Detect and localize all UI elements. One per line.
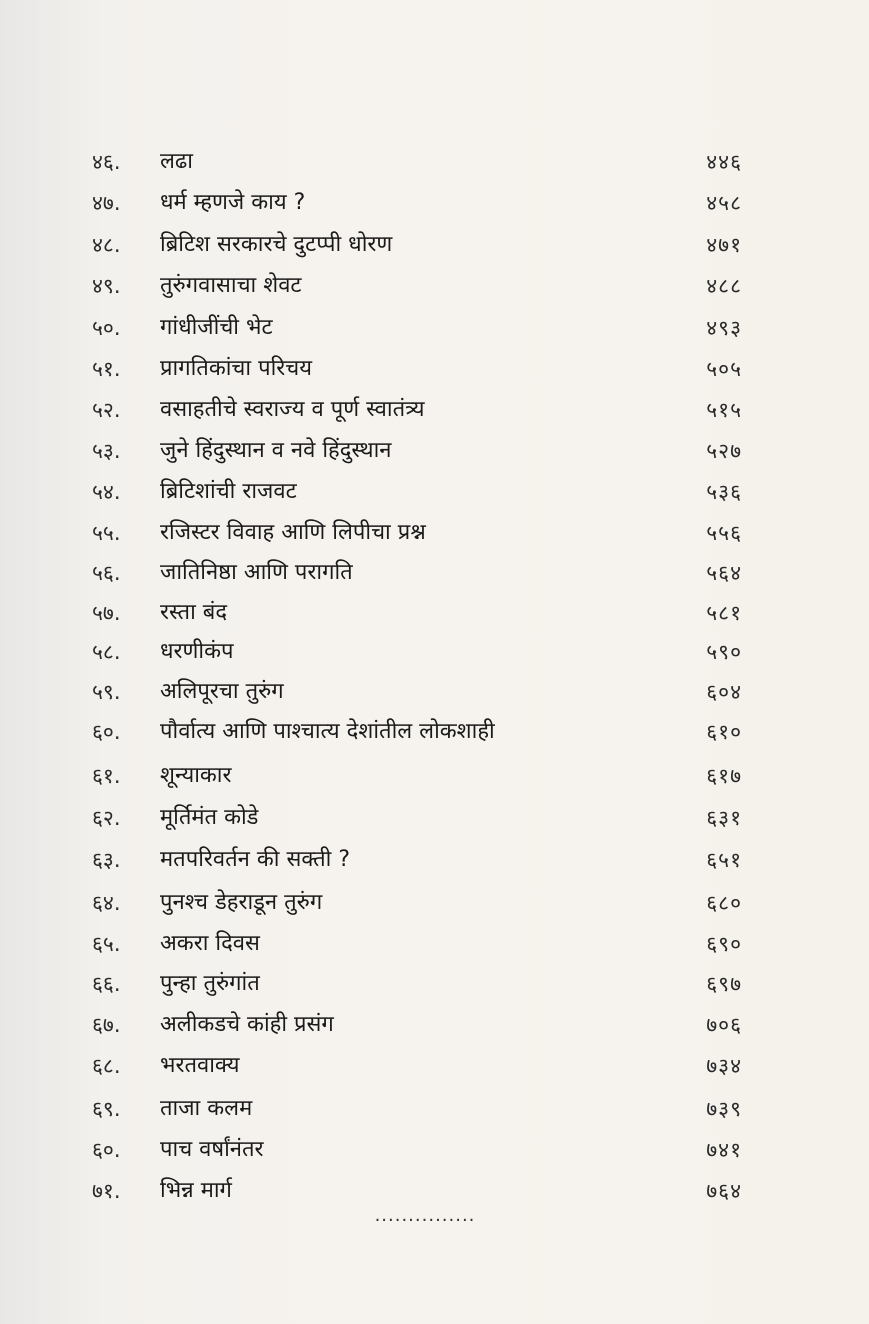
chapter-title: धर्म म्हणजे काय ? xyxy=(160,190,306,215)
page-number: ७६४ xyxy=(706,1179,742,1203)
chapter-title: ब्रिटिश सरकारचे दुटप्पी धोरण xyxy=(160,232,393,257)
chapter-title: धरणीकंप xyxy=(160,639,234,664)
chapter-number: ४७. xyxy=(92,191,121,215)
page-number: ४८८ xyxy=(706,274,742,298)
toc-entry xyxy=(0,554,869,592)
toc-entry xyxy=(0,391,869,429)
page-number: ७०६ xyxy=(706,1013,742,1037)
chapter-number: ६१. xyxy=(92,764,121,788)
page-number: ७४१ xyxy=(706,1138,742,1162)
page-number: ४७१ xyxy=(706,233,742,257)
page-number: ७३४ xyxy=(706,1054,742,1078)
chapter-number: ६७. xyxy=(92,1013,121,1037)
page-number: ५०५ xyxy=(706,357,742,381)
chapter-number: ६८. xyxy=(92,1054,121,1078)
chapter-title: जुने हिंदुस्थान व नवे हिंदुस्थान xyxy=(160,438,392,463)
page-number: ६१७ xyxy=(706,764,742,788)
chapter-number: ६५. xyxy=(92,932,121,956)
page-number: ६८० xyxy=(706,891,742,915)
chapter-number: ५७. xyxy=(92,601,121,625)
toc-entry xyxy=(0,673,869,711)
chapter-title: लढा xyxy=(160,149,194,174)
chapter-number: ६३. xyxy=(92,848,121,872)
toc-entry xyxy=(0,799,869,837)
page-number: ६१० xyxy=(706,720,742,744)
page-number: ६९७ xyxy=(706,972,742,996)
toc-entry xyxy=(0,594,869,632)
chapter-title: पौर्वात्य आणि पाश्चात्य देशांतील लोकशाही xyxy=(160,719,495,744)
page-number: ६३१ xyxy=(706,806,742,830)
toc-entry xyxy=(0,226,869,264)
toc-entry xyxy=(0,884,869,922)
chapter-title: अकरा दिवस xyxy=(160,931,260,956)
toc-entry xyxy=(0,841,869,879)
chapter-title: प्रागतिकांचा परिचय xyxy=(160,356,313,381)
chapter-number: ५४. xyxy=(92,480,121,504)
page-number: ६९० xyxy=(706,932,742,956)
chapter-number: ४६. xyxy=(92,150,121,174)
chapter-number: ६६. xyxy=(92,972,121,996)
toc-entry xyxy=(0,267,869,305)
chapter-title: भिन्न मार्ग xyxy=(160,1178,232,1203)
chapter-title: तुरुंगवासाचा शेवट xyxy=(160,273,302,298)
chapter-title: पुन्हा तुरुंगांत xyxy=(160,971,260,996)
chapter-number: ६०. xyxy=(92,720,121,744)
chapter-title: जातिनिष्ठा आणि परागति xyxy=(160,560,353,585)
chapter-number: ५२. xyxy=(92,398,121,422)
chapter-number: ४९. xyxy=(92,274,121,298)
page-number: ५२७ xyxy=(706,439,742,463)
end-dots: ............... xyxy=(374,1205,476,1226)
page-number: ६५१ xyxy=(706,848,742,872)
toc-entry xyxy=(0,965,869,1003)
toc-entry xyxy=(0,1047,869,1085)
chapter-number: ६९. xyxy=(92,1097,121,1121)
toc-entry xyxy=(0,713,869,751)
toc-entry xyxy=(0,925,869,963)
chapter-title: भरतवाक्य xyxy=(160,1053,240,1078)
toc-entry xyxy=(0,143,869,181)
toc-entry xyxy=(0,309,869,347)
chapter-title: ताजा कलम xyxy=(160,1096,253,1121)
chapter-title: पाच वर्षांनंतर xyxy=(160,1137,264,1162)
chapter-number: ५१. xyxy=(92,357,121,381)
chapter-number: ५८. xyxy=(92,640,121,664)
toc-entry xyxy=(0,757,869,795)
page-number: ७३९ xyxy=(706,1097,742,1121)
toc-entry xyxy=(0,1006,869,1044)
chapter-number: ७१. xyxy=(92,1179,121,1203)
page-number: ६०४ xyxy=(706,680,742,704)
chapter-title: रजिस्टर विवाह आणि लिपीचा प्रश्न xyxy=(160,520,426,545)
chapter-title: मूर्तिमंत कोडे xyxy=(160,805,259,830)
chapter-number: ५३. xyxy=(92,439,121,463)
page-number: ५८१ xyxy=(706,601,742,625)
chapter-title: ब्रिटिशांची राजवट xyxy=(160,479,297,504)
chapter-title: मतपरिवर्तन की सक्ती ? xyxy=(160,847,351,872)
toc-entry xyxy=(0,184,869,222)
chapter-number: ५५. xyxy=(92,521,121,545)
toc-entry xyxy=(0,473,869,511)
chapter-number: ५०. xyxy=(92,316,121,340)
chapter-number: ५६. xyxy=(92,561,121,585)
toc-entry xyxy=(0,1131,869,1169)
chapter-title: वसाहतीचे स्वराज्य व पूर्ण स्वातंत्र्य xyxy=(160,397,425,422)
chapter-title: गांधीजींची भेट xyxy=(160,315,273,340)
page-number: ४९३ xyxy=(706,316,742,340)
toc-entry xyxy=(0,1090,869,1128)
page-number: ४५८ xyxy=(706,191,742,215)
chapter-number: ४८. xyxy=(92,233,121,257)
chapter-title: पुनश्च डेहराडून तुरुंग xyxy=(160,890,323,915)
page-number: ५५६ xyxy=(706,521,742,545)
page-number: ५१५ xyxy=(706,398,742,422)
chapter-number: ५९. xyxy=(92,680,121,704)
chapter-title: अलिपूरचा तुरुंग xyxy=(160,679,284,704)
chapter-number: ६०. xyxy=(92,1138,121,1162)
toc-entry xyxy=(0,432,869,470)
chapter-number: ६४. xyxy=(92,891,121,915)
toc-entry xyxy=(0,350,869,388)
chapter-title: रस्ता बंद xyxy=(160,600,228,625)
toc-entry xyxy=(0,633,869,671)
page-number: ५९० xyxy=(706,640,742,664)
page-number: ५६४ xyxy=(706,561,742,585)
chapter-number: ६२. xyxy=(92,806,121,830)
chapter-title: अलीकडचे कांही प्रसंग xyxy=(160,1012,334,1037)
toc-entry xyxy=(0,514,869,552)
page-number: ४४६ xyxy=(706,150,742,174)
page-number: ५३६ xyxy=(706,480,742,504)
chapter-title: शून्याकार xyxy=(160,763,232,788)
